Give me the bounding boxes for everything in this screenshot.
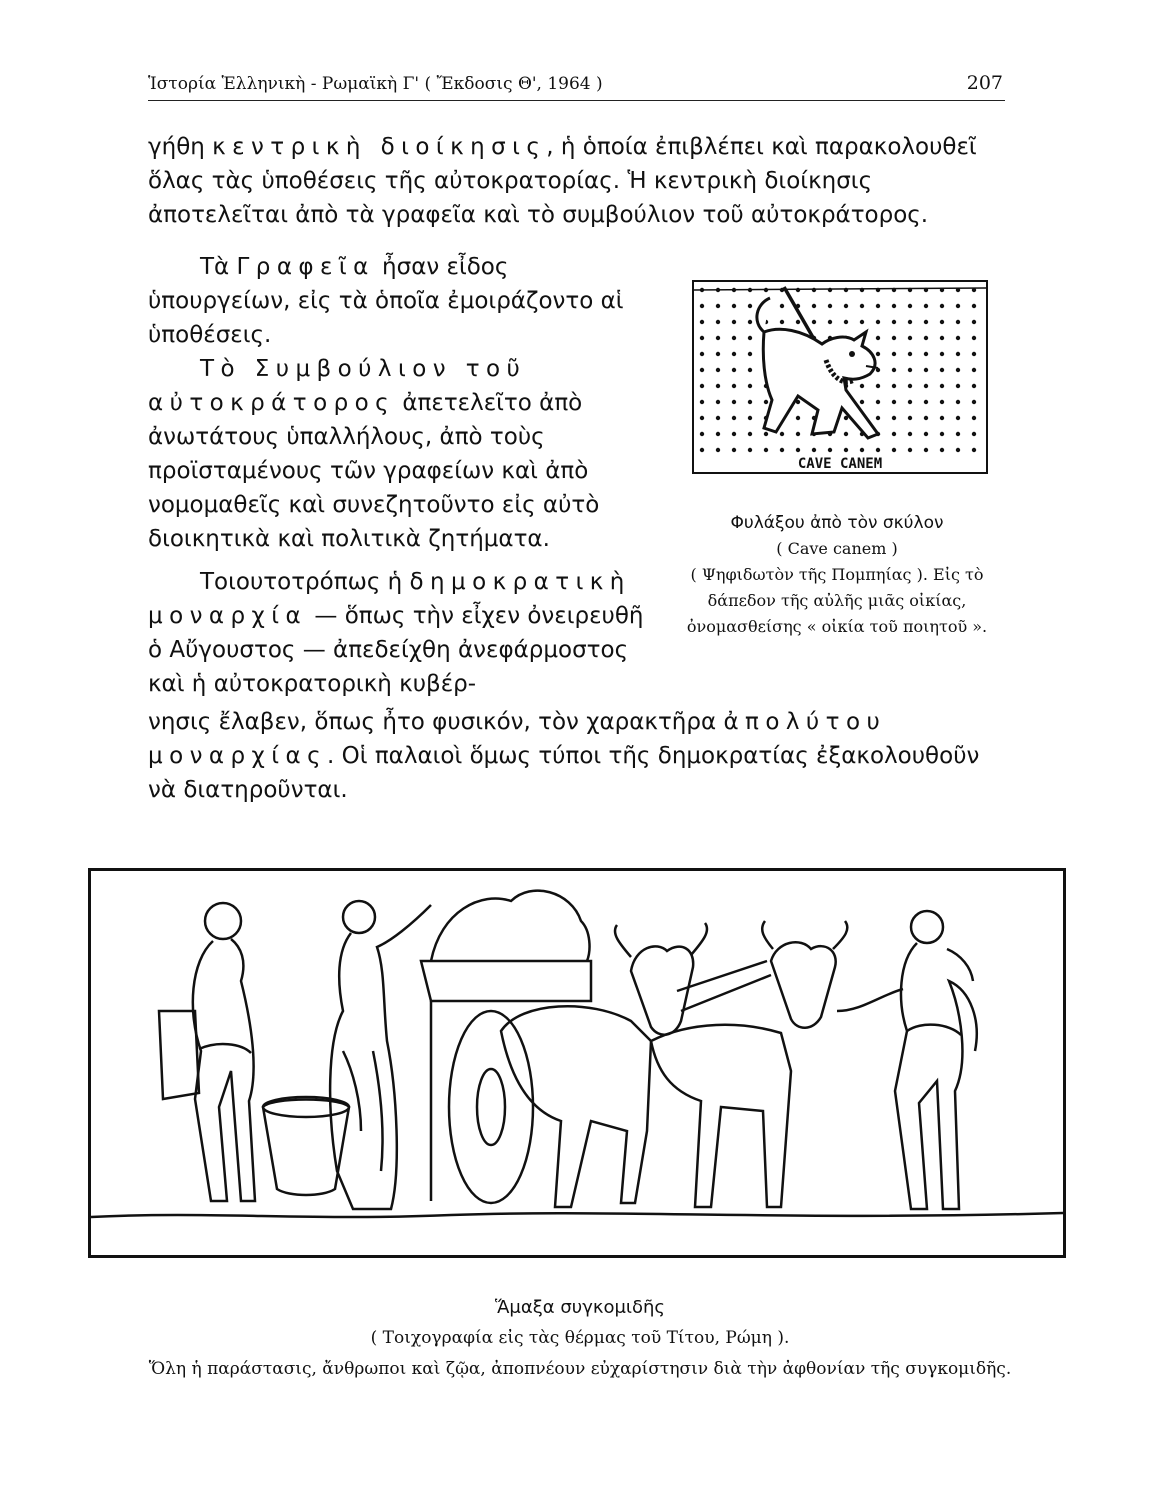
paragraph-monarchy-continued [148,705,1008,807]
text-run: . Οἱ παλαιοὶ ὅμως τύποι τῆς δημοκρατίας ἐξακολουθοῦν νὰ διατηροῦνται. [148,743,980,803]
text-run: , ἡ ὁποία ἐπιβλέπει καὶ παρακολουθεῖ ὅλας τὰς ὑποθέσεις τῆς αὐτοκρατορίας. Ἡ κεντρικὴ διοίκησις ἀποτελεῖται ἀπὸ τὰ γραφεῖα καὶ τὸ συμβούλιον τοῦ αὐτοκράτορος. [148,134,977,228]
running-header [148,70,1005,101]
paragraph-council [148,352,658,556]
fresco-caption-source: ( Τοιχογραφία εἰς τὰς θέρμας τοῦ Τίτου, Ρώμη ). [370,1328,790,1348]
fresco-caption-description: Ὅλη ἡ παράστασις, ἄνθρωποι καὶ ζῷα, ἀποπνέουν εὐχαρίστησιν διὰ τὴν ἀφθονίαν τῆς συγκομιδῆς. [148,1359,1012,1379]
mosaic-caption-latin: ( Cave canem ) [776,539,898,558]
text-run: — ὅπως τὴν εἶχεν ὀνειρευθῆ ὁ Αὔγουστος — ἀπεδείχθη ἀνεφάρμοστος καὶ ἡ αὐτοκρατορικὴ κυβέρ- [148,603,644,697]
paragraph-offices [148,250,658,352]
harvest-wagon-fresco [88,868,1066,1258]
paragraph-central-administration [148,130,1008,232]
spaced-term: κεντρικὴ διοίκησις [212,134,547,160]
mosaic-caption-title: Φυλάξου ἀπὸ τὸν σκύλον [730,513,944,533]
running-title: Ἱστορία Ἑλληνικὴ - Ρωμαϊκὴ Γ' ( Ἔκδοσις Θ', 1964 ) [148,74,603,94]
spaced-term: δημοκρατικὴ μοναρχία [148,569,631,629]
fresco-caption [140,1292,1020,1385]
text-run: γήθη [148,134,213,160]
fresco-caption-title: Ἅμαξα συγκομιδῆς [495,1297,665,1318]
paragraph-monarchy [148,565,658,701]
mosaic-inscription: CAVE CANEM [797,456,883,472]
page-number: 207 [966,72,1003,94]
text-run: ἀπετελεῖτο ἀπὸ ἀνωτάτους ὑπαλλήλους, ἀπὸ τοὺς προϊσταμένους τῶν γραφείων καὶ ἀπὸ νομομαθεῖς καὶ συνεζητοῦντο εἰς αὐτὸ διοικητικὰ καὶ πολιτικὰ ζητήματα. [148,390,600,552]
text-run: νησις ἔλαβεν, ὅπως ἦτο φυσικόν, τὸν χαρακτῆρα [148,709,724,735]
harvest-fresco-illustration [91,871,1063,1255]
text-run: Τοιουτοτρόπως ἡ [200,569,410,595]
spaced-term: Τὸ Συμβούλιον τοῦ αὐτοκράτορος [148,356,527,416]
cave-canem-mosaic [692,280,988,474]
mosaic-caption-description: ( Ψηφιδωτὸν τῆς Πομπηίας ). Εἰς τὸ δάπεδον τῆς αὐλῆς μιᾶς οἰκίας, ὀνομασθείσης « οἰκία τοῦ ποιητοῦ ». [686,565,988,636]
spaced-term: Γραφεῖα [236,254,375,280]
text-run: Τὰ [200,254,237,280]
text-run: ἦσαν εἶδος ὑπουργείων, εἰς τὰ ὁποῖα ἐμοιράζοντο αἱ ὑποθέσεις. [148,254,624,348]
spaced-term: ἀπολύτου μοναρχίας [148,709,887,769]
dog-mosaic-illustration [694,282,986,472]
mosaic-caption [672,510,1002,640]
